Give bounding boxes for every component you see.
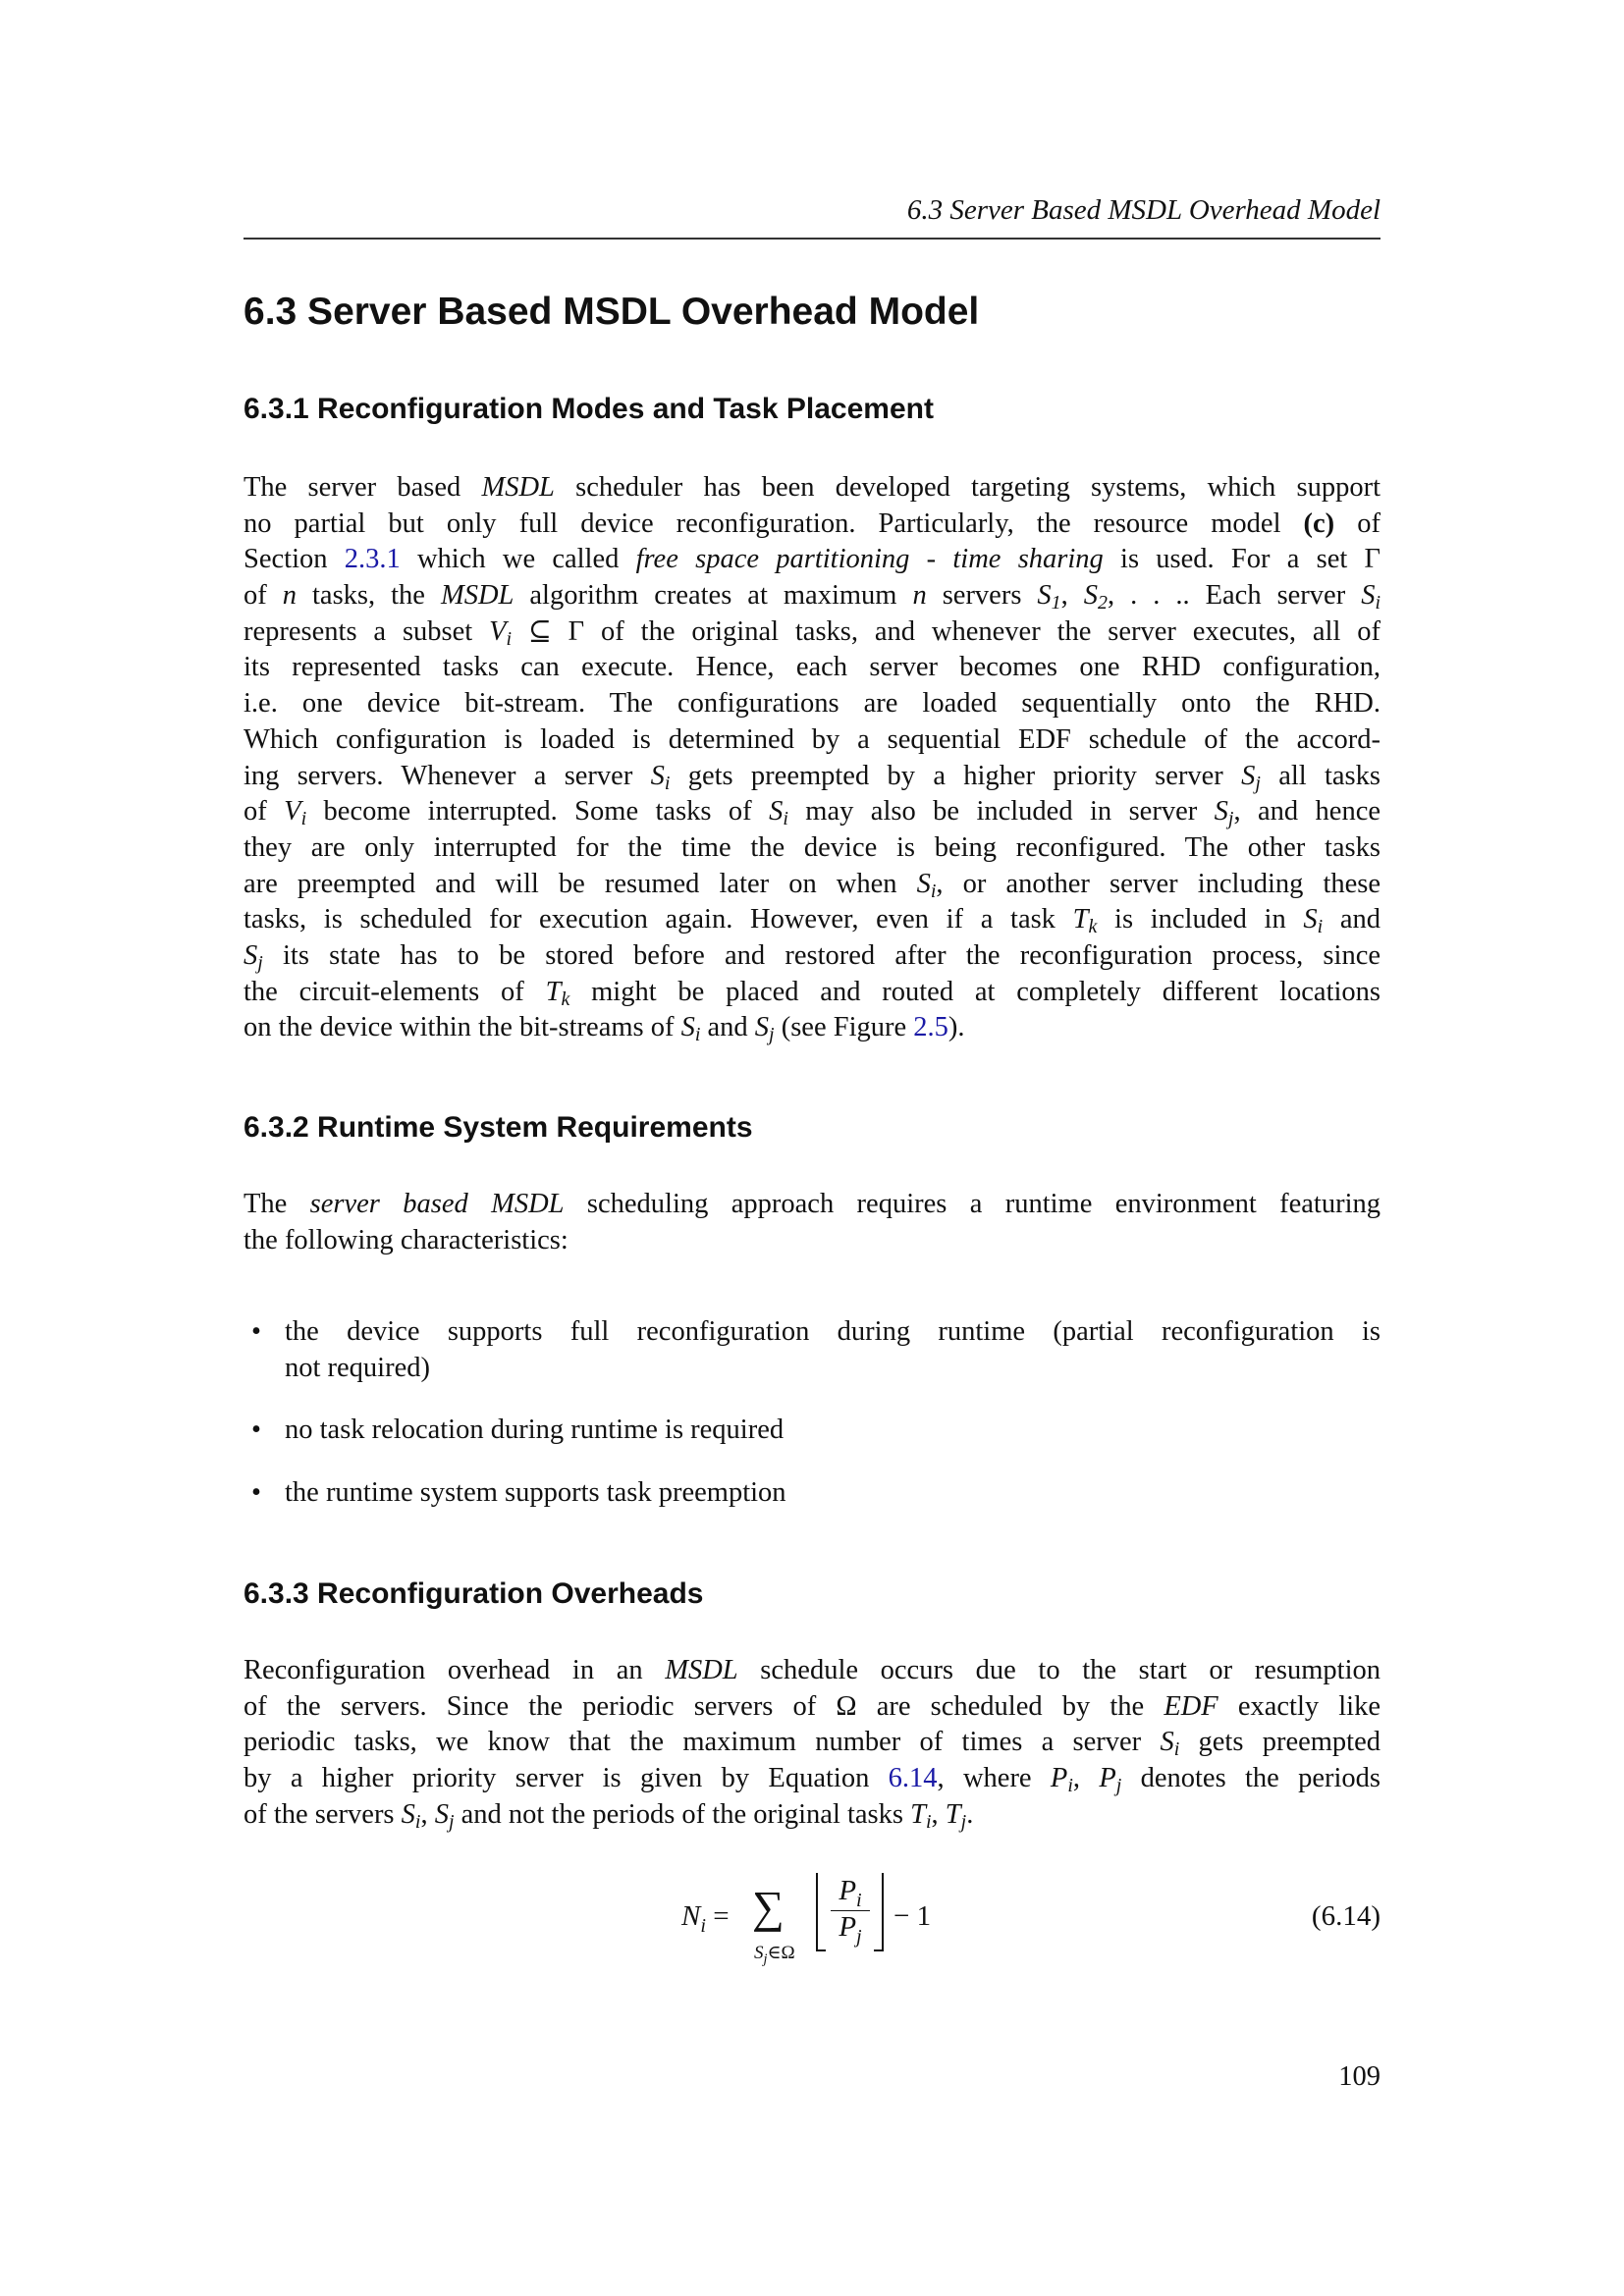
text-run: i.e. one device bit-stream. The configurations are loaded sequentially onto the RHD. [244,688,1380,720]
sum-index: $S_j\in\Omega$ [754,1943,795,1967]
math-subscript: i [1375,592,1380,614]
text-run: gets preempted [1179,1727,1380,1758]
text-line [244,1725,1380,1761]
text-run: ⊆ Γ of the original tasks, and whenever the server executes, all of [512,615,1380,647]
text-run: not required) [285,1352,430,1383]
text-run: of the servers. Since the periodic servers of Ω are scheduled by the [244,1690,1164,1722]
text-line [244,1187,1380,1223]
text-run: and [1323,904,1380,935]
text-run: schedule occurs due to the start or resumption [737,1655,1380,1685]
text-run: ). [947,1012,965,1043]
text-run: its state has to be stored before and restored after the reconfiguration process, since [262,939,1380,971]
text-line [244,938,1380,975]
text-run: is used. For a set Γ [1103,544,1380,575]
text-line [244,542,1380,578]
math-symbol: $T_i$ [910,1798,932,1833]
text-run: are preempted and will be resumed later on when [244,868,917,899]
text-line [285,1413,1380,1449]
text-line [244,902,1380,938]
text-run: the device supports full reconfiguration during runtime (partial reconfiguration is [285,1316,1380,1347]
list-item [251,1413,1380,1449]
math-subscript: i [925,1810,932,1833]
text-run: ing servers. Whenever a server [244,760,651,791]
floor-right-bracket [874,1873,884,1951]
math-symbol: $S_i$ [1160,1727,1180,1761]
text-line [244,722,1380,759]
text-run: , where [937,1763,1051,1794]
text-line [244,1761,1380,1797]
text-run: algorithm creates at maximum [514,580,913,612]
text-run: , [931,1798,946,1830]
text-run: , and hence [1233,796,1380,828]
text-run: of the servers [244,1798,402,1830]
math-subscript: i [300,808,307,830]
cross-reference-link[interactable]: 2.5 [913,1012,948,1043]
subsection-title-reconfiguration-overheads: 6.3.3 Reconfiguration Overheads [244,1577,704,1610]
math-symbol: $S_i$ [401,1798,421,1833]
text-run: Section [244,544,345,575]
math-subscript: j [448,1810,455,1833]
cross-reference-link[interactable]: 2.3.1 [344,544,401,575]
text-run: gets preempted by a higher priority server [670,760,1242,791]
text-run: , [1072,1763,1100,1794]
text-run: . [966,1798,974,1830]
text-run: no task relocation during runtime is required [285,1415,785,1445]
text-run: is included in [1097,904,1304,935]
math-subscript: j [1255,772,1261,794]
section-title: 6.3 Server Based MSDL Overhead Model [244,291,980,333]
equation-number: (6.14) [1311,1900,1380,1932]
text-run: the circuit-elements of [244,976,546,1007]
math-symbol: $T_j$ [945,1798,967,1833]
math-subscript: i [694,1024,701,1046]
page-number: 109 [1338,2061,1380,2092]
text-run: tasks, is scheduled for execution again. However, even if a task [244,904,1073,935]
math-symbol: $S_j$ [1241,760,1261,794]
emphasis-text: EDF [1164,1690,1218,1722]
text-run: on the device within the bit-streams of [244,1012,681,1043]
text-line [244,507,1380,543]
text-run: scheduling approach requires a runtime environment featuring [564,1189,1380,1219]
emphasis-text: free space partitioning - time sharing [635,544,1104,575]
text-line [244,867,1380,903]
text-run: tasks, the [297,580,441,612]
text-run: by a higher priority server is given by Equation [244,1763,889,1794]
subsection-title-runtime-requirements: 6.3.2 Runtime System Requirements [244,1111,753,1144]
emphasis-text: MSDL [665,1655,738,1685]
emphasis-text: MSDL [440,580,514,612]
text-run: Reconfiguration overhead in an [244,1655,666,1685]
math-symbol: $S_i$ [650,760,671,794]
text-run: which we called [400,544,636,575]
text-line [285,1475,1380,1512]
math-symbol: $S_i$ [1361,580,1380,614]
math-symbol: $S_2$ [1083,580,1108,614]
text-run: , or another server including these [936,868,1380,899]
math-symbol: $P_j$ [1099,1763,1122,1797]
math-symbol: $S_j$ [1214,796,1234,830]
equation-6-14 [244,1875,1380,1983]
text-line [244,830,1380,867]
text-run: The [244,1189,310,1219]
math-symbol: n [912,580,927,612]
text-run: they are only interrupted for the time the device is being reconfigured. The other tasks [244,831,1380,863]
bullet-icon: • [251,1415,261,1445]
text-run: all tasks [1260,760,1380,791]
bullet-icon: • [251,1477,261,1508]
text-line [244,1010,1380,1046]
math-symbol: $V_i$ [284,796,307,830]
emphasis-text: MSDL [481,472,555,503]
text-line [244,1797,1380,1834]
text-run: may also be included in server [787,796,1215,828]
math-subscript: 2 [1098,592,1108,614]
math-symbol: $V_i$ [489,615,513,650]
text-line [244,794,1380,830]
bullet-icon: • [251,1316,261,1347]
fraction-numerator: $P_i$ [839,1875,862,1911]
math-subscript: j [1227,808,1234,830]
text-line [244,650,1380,686]
math-symbol: $S_i$ [1303,904,1324,938]
text-run: , [1060,580,1084,612]
paragraph-reconfiguration-modes [244,470,1380,1046]
math-subscript: i [1067,1775,1073,1797]
math-subscript: i [1173,1738,1180,1761]
text-run: exactly like [1218,1690,1381,1722]
subsection-title-reconfiguration-modes: 6.3.1 Reconfiguration Modes and Task Placement [244,393,934,425]
text-run: of [1334,507,1380,539]
list-item [251,1475,1380,1512]
paragraph-reconfiguration-overheads [244,1653,1380,1833]
text-run: and not the periods of the original tasks [454,1798,911,1830]
math-subscript: i [930,880,937,902]
fraction-denominator: $P_j$ [831,1910,870,1949]
emphasis-text: server based MSDL [309,1189,565,1219]
text-line [244,614,1380,651]
math-subscript: 1 [1051,592,1061,614]
math-subscript: i [783,808,788,830]
text-run: its represented tasks can execute. Hence, each server becomes one RHD configuration, [244,652,1380,683]
text-run: become interrupted. Some tasks of [306,796,770,828]
bold-text: (c) [1303,507,1335,539]
floor-left-bracket [816,1873,826,1951]
list-item [251,1314,1380,1386]
math-subscript: j [769,1024,775,1046]
math-subscript: k [1088,916,1098,938]
math-subscript: i [1317,916,1324,938]
math-symbol: $T_k$ [545,976,570,1010]
text-run: scheduler has been developed targeting systems, which support [554,472,1380,503]
math-symbol: $S_i$ [680,1012,701,1046]
text-run: the runtime system supports task preemption [285,1477,786,1508]
text-line [244,578,1380,614]
text-run: might be placed and routed at completely different locations [569,976,1380,1007]
text-line [285,1351,1380,1387]
running-header: 6.3 Server Based MSDL Overhead Model [906,194,1380,226]
text-run: , [420,1798,435,1830]
math-symbol: $S_j$ [244,939,263,974]
paragraph-runtime-requirements [244,1187,1380,1258]
cross-reference-link[interactable]: 6.14 [888,1763,938,1794]
text-line [244,1223,1380,1259]
text-run: of [244,796,285,828]
math-subscript: i [414,1810,421,1833]
text-line [244,759,1380,795]
text-line [244,470,1380,507]
text-line [244,1653,1380,1689]
text-run: of [244,580,283,612]
text-run: , . . .. Each server [1107,580,1362,612]
text-run: (see Figure [774,1012,914,1043]
equation-minus-one: − 1 [893,1900,932,1932]
text-line [244,1689,1380,1726]
math-symbol: $P_i$ [1050,1763,1073,1797]
fraction [831,1875,870,1949]
math-subscript: j [960,1810,967,1833]
math-symbol: $S_j$ [434,1798,455,1833]
math-symbol: $S_i$ [916,868,937,902]
text-run: periodic tasks, we know that the maximum number of times a server [244,1727,1161,1758]
text-run: servers [926,580,1038,612]
math-symbol: $S_j$ [754,1012,775,1046]
math-symbol: $T_k$ [1072,904,1098,938]
text-run: the following characteristics: [244,1224,568,1255]
text-line [244,975,1380,1011]
text-run: The server based [244,472,482,503]
math-subscript: j [257,951,263,974]
equation-lhs: $N_i$ = [681,1900,730,1937]
math-symbol: $S_1$ [1037,580,1061,614]
header-rule [244,238,1380,240]
text-line [285,1314,1380,1351]
text-line [244,686,1380,722]
math-subscript: i [506,627,513,650]
math-symbol: $S_i$ [769,796,788,830]
text-run: no partial but only full device reconfiguration. Particularly, the resource model [244,507,1304,539]
text-run: and [700,1012,755,1043]
text-run: denotes the periods [1121,1763,1381,1794]
math-symbol: n [282,580,297,612]
math-subscript: j [1115,1775,1122,1797]
sum-symbol: ∑ [752,1882,785,1932]
text-run: represents a subset [244,615,490,647]
math-subscript: i [664,772,671,794]
text-run: Which configuration is loaded is determined by a sequential EDF schedule of the accord- [244,723,1380,755]
math-subscript: k [561,988,570,1010]
